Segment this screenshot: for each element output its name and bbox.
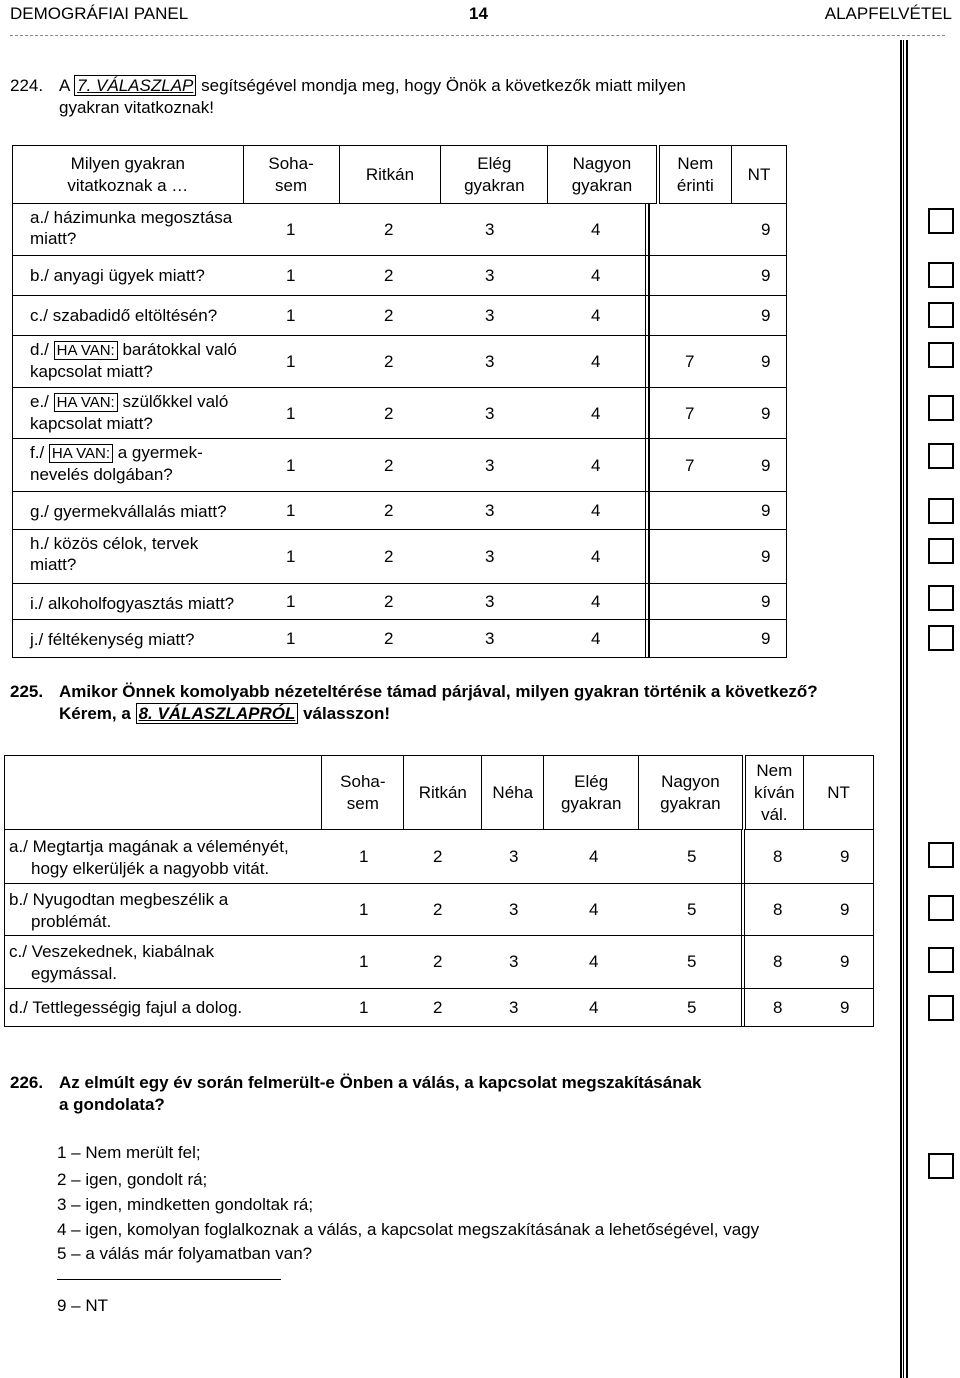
q224-code[interactable]: 9 [761, 403, 771, 423]
q225-row-text: c./ Veszekednek, kiabálnak [9, 942, 215, 961]
q224-row-text-2: kapcsolat miatt? [30, 362, 153, 381]
q225-number: 225. [10, 682, 44, 701]
q224-code[interactable]: 4 [591, 220, 601, 239]
q224-code[interactable]: 2 [384, 266, 394, 285]
q225-code[interactable]: 5 [687, 899, 697, 919]
q225-col-neha: Néha [482, 756, 544, 830]
q224-code[interactable]: 4 [591, 629, 601, 648]
q224-row-label [30, 391, 265, 434]
q225a-code-box[interactable] [928, 842, 954, 868]
q224-row [12, 621, 787, 657]
q224e-code-box[interactable] [928, 395, 954, 421]
q225-code[interactable]: 2 [433, 899, 443, 919]
q225b-code-box[interactable] [928, 895, 954, 921]
q224-code[interactable]: 2 [384, 629, 394, 648]
q225-code[interactable]: 1 [359, 847, 369, 866]
q225-row-label [9, 836, 329, 880]
q225-header-row [5, 756, 874, 830]
q224-code[interactable]: 2 [384, 306, 394, 325]
q225-code[interactable]: 9 [840, 899, 850, 919]
q224-code[interactable]: 9 [761, 592, 771, 611]
q224-code[interactable]: 3 [485, 220, 495, 239]
q224-row-prefix: b./ [30, 266, 49, 285]
q224-row [12, 389, 787, 438]
q225-col-nagyon: Nagyon gyakran [639, 756, 744, 830]
q224-row-condition-tag: HA VAN: [54, 341, 118, 360]
q225-col-ritkan: Ritkán [404, 756, 482, 830]
q224-code[interactable]: 1 [286, 352, 296, 371]
q225-code[interactable]: 9 [840, 847, 850, 866]
q224j-code-box[interactable] [928, 625, 954, 651]
q224-row-condition-tag: HA VAN: [49, 444, 113, 463]
q225-code[interactable]: 5 [687, 847, 697, 866]
q224-row [12, 493, 787, 529]
q225-row-label [9, 997, 329, 1019]
q224-code[interactable]: 1 [286, 501, 296, 520]
q224-row-label [30, 305, 265, 326]
q224-row-label [30, 265, 265, 286]
q225-code[interactable]: 4 [589, 952, 599, 971]
q224-row-condition-tag: HA VAN: [54, 393, 118, 412]
q224-code[interactable]: 9 [761, 455, 771, 475]
header-divider [10, 35, 945, 36]
q225d-code-box[interactable] [928, 995, 954, 1021]
q224-row-label [30, 339, 265, 382]
q224-row [12, 531, 787, 583]
q224-code[interactable]: 3 [485, 629, 495, 648]
q225-row-text-2: hogy elkerüljék a nagyobb vitát. [31, 859, 270, 878]
header-right: ALAPFELVÉTEL [824, 4, 952, 23]
q225-code[interactable]: 8 [773, 899, 783, 919]
q225-question [59, 681, 899, 725]
q224-code[interactable]: 9 [761, 547, 771, 566]
q225-code[interactable]: 5 [687, 952, 697, 971]
q224-code[interactable]: 7 [685, 403, 695, 423]
q225-row-divider [4, 935, 874, 936]
q224-row-text-2: miatt? [30, 229, 77, 248]
q226-option-nt[interactable]: 9 – NT [57, 1296, 109, 1315]
q224-code[interactable]: 4 [591, 547, 601, 566]
q224g-code-box[interactable] [928, 498, 954, 524]
q225-code[interactable]: 8 [773, 847, 783, 866]
q224i-code-box[interactable] [928, 585, 954, 611]
q224-code[interactable]: 2 [384, 403, 394, 423]
q226-question [59, 1072, 879, 1116]
q225-code[interactable]: 2 [433, 952, 443, 971]
q224-row [12, 440, 787, 491]
q226-separator [57, 1279, 281, 1280]
q225-text-post: válasszon! [303, 704, 391, 723]
q224-row-text: anyagi ügyek miatt? [53, 266, 205, 285]
q224-code[interactable]: 9 [761, 501, 771, 520]
q225-row-label [9, 941, 329, 985]
q224-row-prefix: a./ [30, 208, 49, 227]
q224-code[interactable]: 9 [761, 352, 771, 371]
q224-code[interactable]: 3 [485, 455, 495, 475]
q224-row-label [30, 207, 265, 249]
q224-code[interactable]: 9 [761, 629, 771, 648]
q225-row [4, 884, 874, 935]
q225-code[interactable]: 3 [509, 952, 519, 971]
q226-number: 226. [10, 1073, 44, 1092]
q225-code[interactable]: 1 [359, 899, 369, 919]
q226-text-line2: a gondolata? [59, 1095, 165, 1114]
q224-code[interactable]: 1 [286, 266, 296, 285]
q226-option-3[interactable]: 3 – igen, mindketten gondoltak rá; [57, 1195, 314, 1214]
q224-row-prefix: h./ [30, 534, 49, 553]
q224-code[interactable]: 3 [485, 403, 495, 423]
q225-row-text: b./ Nyugodtan megbeszélik a [9, 890, 229, 909]
q225-table [4, 755, 874, 830]
q224-code[interactable]: 1 [286, 220, 296, 239]
page-number: 14 [469, 4, 488, 23]
q224-row-prefix: e./ [30, 392, 49, 411]
q225-row [4, 831, 874, 883]
q224-col-eleg: Elég gyakran [441, 146, 548, 204]
q225-code[interactable]: 4 [589, 899, 599, 919]
q224-row [12, 257, 787, 295]
q224-header-row [13, 146, 787, 204]
q224-code[interactable]: 2 [384, 547, 394, 566]
q224-row-text: alkoholfogyasztás miatt? [47, 594, 235, 613]
q224-row-divider [12, 295, 787, 296]
q224a-code-box[interactable] [928, 208, 954, 234]
q225-code[interactable]: 5 [687, 997, 697, 1017]
q225-code[interactable]: 8 [773, 997, 783, 1017]
q224-col-ritkan: Ritkán [339, 146, 441, 204]
q224-row-text: barátokkal való [122, 340, 237, 359]
q224-card-ref: 7. VÁLASZLAP [74, 75, 196, 96]
q224-row-label [30, 442, 265, 485]
q226-option-4[interactable]: 4 – igen, komolyan foglalkoznak a válás, a kapcsolat megszakításának a lehetőségével, vagy [57, 1220, 760, 1239]
q225-text-line1: Amikor Önnek komolyabb nézeteltérése támad párjával, milyen gyakran történik a következő? [59, 682, 818, 701]
q224-row-divider [12, 619, 787, 620]
q224-code[interactable]: 3 [485, 306, 495, 325]
q225-row-divider [4, 988, 874, 989]
q224-row-label [30, 501, 265, 522]
q224h-code-box[interactable] [928, 538, 954, 564]
q224-row-text-2: kapcsolat miatt? [30, 414, 153, 433]
q224-row-text: házimunka megosztása [53, 208, 233, 227]
q225-col-nem-kivan: Nem kíván vál. [744, 756, 804, 830]
q224-col-question-l2: vitatkoznak a … [67, 175, 189, 195]
q224-row [12, 205, 787, 255]
q224-row-prefix: d./ [30, 340, 49, 359]
q224-row-text: gyermekvállalás miatt? [53, 502, 227, 521]
q224-code[interactable]: 7 [685, 455, 695, 475]
q225-col-blank [5, 756, 322, 830]
q224-row-divider [12, 529, 787, 530]
q224-code[interactable]: 4 [591, 352, 601, 371]
q225-card-ref: 8. VÁLASZLAPRÓL [136, 703, 299, 724]
q225-code[interactable]: 9 [840, 997, 850, 1017]
q224-code[interactable]: 4 [591, 455, 601, 475]
q225-row-label [9, 889, 329, 933]
q225-code[interactable]: 9 [840, 952, 850, 971]
q225-row [4, 936, 874, 988]
q224-row-text: szülőkkel való [122, 392, 229, 411]
q224-code[interactable]: 3 [485, 547, 495, 566]
q225-col-sohasem: Soha- sem [322, 756, 404, 830]
q224-row-prefix: g./ [30, 502, 49, 521]
q224f-code-box[interactable] [928, 443, 954, 469]
q225-code[interactable]: 1 [359, 952, 369, 971]
q224-row-text-2: miatt? [30, 555, 77, 574]
q224-row-text: közös célok, tervek [53, 534, 199, 553]
q224-row-prefix: f./ [30, 443, 45, 462]
q224b-code-box[interactable] [928, 262, 954, 288]
q224-row-divider [12, 255, 787, 256]
q224-code[interactable]: 1 [286, 306, 296, 325]
q224-row-prefix: j./ [30, 630, 44, 649]
q224-code[interactable]: 1 [286, 455, 296, 475]
q224-col-nt: NT [732, 146, 787, 204]
q224-table [12, 145, 787, 204]
q226-option-5[interactable]: 5 – a válás már folyamatban van? [57, 1244, 313, 1263]
q224-code[interactable]: 4 [591, 501, 601, 520]
q224-code[interactable]: 2 [384, 220, 394, 239]
q224-code[interactable]: 3 [485, 266, 495, 285]
q224-code[interactable]: 1 [286, 403, 296, 423]
q225-code[interactable]: 2 [433, 847, 443, 866]
q224-code[interactable]: 4 [591, 592, 601, 611]
q225-row-text-2: egymással. [31, 964, 117, 983]
q226-text-line1: Az elmúlt egy év során felmerült-e Önben a válás, a kapcsolat megszakításának [59, 1073, 702, 1092]
q224-row-prefix: c./ [30, 306, 48, 325]
q224-row-divider [12, 583, 787, 584]
q224-row-text-2: nevelés dolgában? [30, 465, 173, 484]
q225-row [4, 989, 874, 1026]
q225-code[interactable]: 3 [509, 899, 519, 919]
q224-col-question [13, 146, 244, 204]
q225-code[interactable]: 8 [773, 952, 783, 971]
q224-row-label [30, 593, 265, 614]
q224-row-divider [12, 387, 787, 388]
q224-code[interactable]: 9 [761, 220, 771, 239]
q225-row-text: d./ Tettlegességig fajul a dolog. [9, 998, 243, 1017]
q224-code[interactable]: 2 [384, 352, 394, 371]
q224-row-text: szabadidő eltöltésén? [52, 306, 218, 325]
q224-code[interactable]: 2 [384, 592, 394, 611]
q224-text-line2: gyakran vitatkoznak! [59, 98, 214, 117]
q224-row-label [30, 629, 265, 650]
q224-row [12, 337, 787, 387]
q225-text-pre: Kérem, a [59, 704, 131, 723]
q224-code[interactable]: 1 [286, 592, 296, 611]
q224-question [59, 75, 889, 119]
q224-row-text: a gyermek- [117, 443, 203, 462]
q224-text-pre: A [59, 76, 70, 95]
q225-code[interactable]: 4 [589, 997, 599, 1017]
q224-col-nagyon: Nagyon gyakran [548, 146, 658, 204]
q224-code[interactable]: 3 [485, 352, 495, 371]
q225-code[interactable]: 3 [509, 847, 519, 866]
q224-text-post: segítségével mondja meg, hogy Önök a következők miatt milyen [201, 76, 686, 95]
q224-code[interactable]: 4 [591, 266, 601, 285]
q225-col-eleg: Elég gyakran [544, 756, 639, 830]
q225-code[interactable]: 2 [433, 997, 443, 1017]
q226-code-box[interactable] [928, 1153, 954, 1179]
q225-row-divider [4, 883, 874, 884]
q224-code[interactable]: 4 [591, 306, 601, 325]
q224-col-sohasem: Soha- sem [243, 146, 339, 204]
q224-row-divider [12, 438, 787, 439]
q225-row-text-2: problémát. [31, 912, 112, 931]
q224-code[interactable]: 9 [761, 306, 771, 325]
q224-col-nem-erinti: Nem érinti [658, 146, 732, 204]
q224-number: 224. [10, 76, 44, 95]
q225-code[interactable]: 3 [509, 997, 519, 1017]
q224-row-label [30, 533, 265, 575]
q224-code[interactable]: 9 [761, 266, 771, 285]
q226-option-1[interactable]: 1 – Nem merült fel; [57, 1143, 201, 1162]
q224-code[interactable]: 3 [485, 592, 495, 611]
q224-code[interactable]: 1 [286, 547, 296, 566]
q224-row-divider [12, 491, 787, 492]
q225c-code-box[interactable] [928, 947, 954, 973]
q224-row [12, 585, 787, 619]
q224-code[interactable]: 3 [485, 501, 495, 520]
q225-code[interactable]: 4 [589, 847, 599, 866]
q224c-code-box[interactable] [928, 302, 954, 328]
q225-col-nt: NT [804, 756, 874, 830]
q224-code[interactable]: 2 [384, 455, 394, 475]
q224-code[interactable]: 7 [685, 352, 695, 371]
q224-row-text: féltékenység miatt? [47, 630, 195, 649]
q224-code[interactable]: 2 [384, 501, 394, 520]
q224-row-prefix: i./ [30, 594, 44, 613]
q224-code[interactable]: 1 [286, 629, 296, 648]
code-column-divider [900, 40, 908, 1378]
q224-row-divider [12, 335, 787, 336]
q224-code[interactable]: 4 [591, 403, 601, 423]
q224-row [12, 297, 787, 335]
q224-col-question-l1: Milyen gyakran [70, 153, 185, 173]
q225-row-text: a./ Megtartja magának a véleményét, [9, 837, 289, 856]
q225-code[interactable]: 1 [359, 997, 369, 1017]
header-left: DEMOGRÁFIAI PANEL [10, 4, 189, 23]
q224d-code-box[interactable] [928, 342, 954, 368]
q226-option-2[interactable]: 2 – igen, gondolt rá; [57, 1170, 208, 1189]
